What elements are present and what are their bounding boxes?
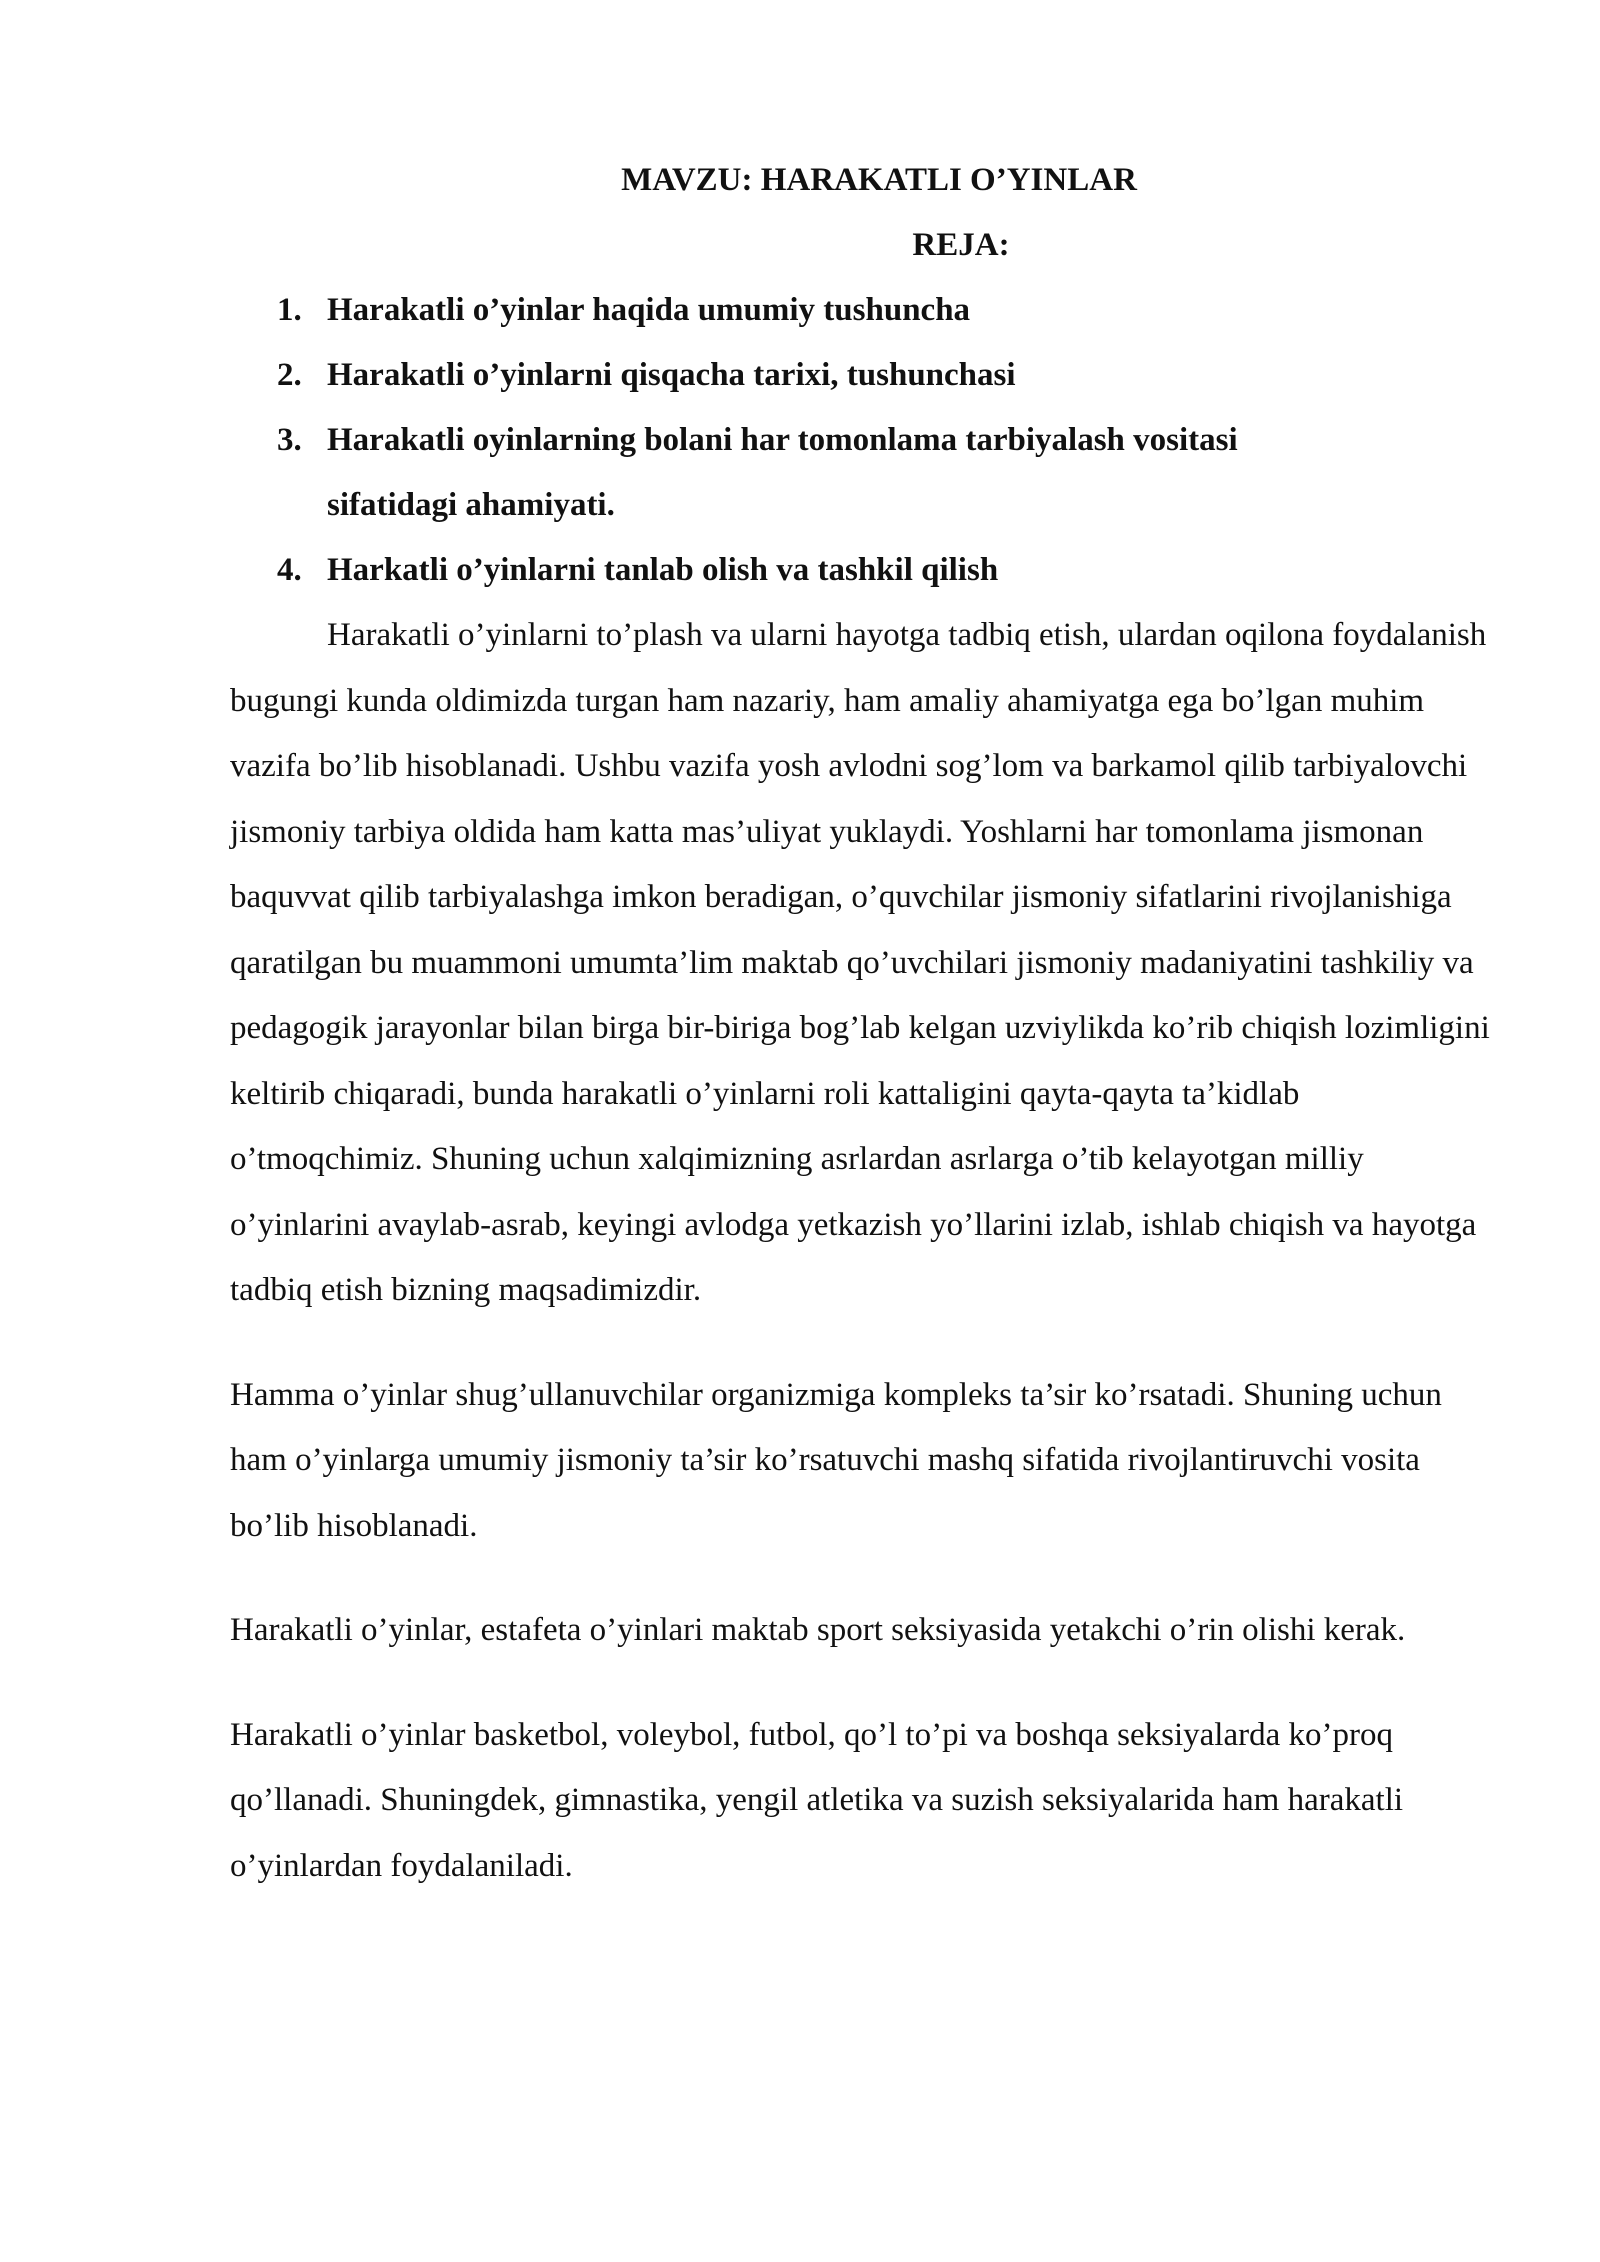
document-title: MAVZU: HARAKATLI O’YINLAR — [621, 162, 1137, 198]
plan-item-number: 1. — [277, 292, 302, 328]
plan-item-number: 3. — [277, 422, 302, 458]
plan-item-number: 4. — [277, 552, 302, 588]
plan-item — [230, 408, 1492, 538]
body-paragraph: Harakatli o’yinlarni to’plash va ularni hayotga tadbiq etish, ulardan oqilona foydalanish bugungi kunda oldimizda turgan ham nazariy, ham amaliy ahamiyatga ega bo’lgan muhim vazifa bo’lib hisoblanadi. Ushbu vazifa yosh avlodni sog’lom va barkamol qilib tarbiyalovchi jismoniy tarbiya oldida ham katta mas’uliyat yuklaydi. Yoshlarni har tomonlama jismonan baquvvat qilib tarbiyalashga imkon beradigan, o’quvchilar jismoniy sifatlarini rivojlanishiga qaratilgan bu muammoni umumta’lim maktab qo’uvchilari jismoniy madaniyatini tashkiliy va pedagogik jarayonlar bilan birga bir-biriga bog’lab kelgan uzviylikda ko’rib chiqish lozimligini keltirib chiqaradi, bunda harakatli o’yinlarni roli kattaligini qayta-qayta ta’kidlab o’tmoqchimiz. Shuning uchun xalqimizning asrlardan asrlarga o’tib kelayotgan milliy o’yinlarini avaylab-asrab, keyingi avlodga yetkazish yo’llarini izlab, ishlab chiqish va hayotga tadbiq etish bizning maqsadimizdir. — [230, 617, 1490, 1308]
plan-item-text: Harakatli o’yinlarni qisqacha tarixi, tushunchasi — [327, 357, 1016, 393]
plan-item — [230, 278, 1492, 343]
plan-item — [230, 343, 1492, 408]
plan-item-number: 2. — [277, 357, 302, 393]
plan-item — [230, 538, 1492, 603]
plan-item-text: Harkatli o’yinlarni tanlab olish va tashkil qilish — [327, 552, 999, 588]
plan-item-text: Harakatli oyinlarning bolani har tomonlama tarbiyalash vositasi sifatidagi ahamiyati. — [327, 422, 1238, 523]
body-paragraph: Harakatli o’yinlar, estafeta o’yinlari maktab sport seksiyasida yetakchi o’rin olishi kerak. — [230, 1612, 1406, 1648]
plan-item-text: Harakatli o’yinlar haqida umumiy tushuncha — [327, 292, 971, 328]
body-paragraph: Harakatli o’yinlar basketbol, voleybol, futbol, qo’l to’pi va boshqa seksiyalarda ko’proq qo’llanadi. Shuningdek, gimnastika, yengil atletika va suzish seksiyalarida ham harakatli o’yinlardan foydalaniladi. — [230, 1716, 1404, 1884]
document-body — [230, 148, 1492, 1899]
plan-list — [230, 278, 1492, 603]
body-paragraph: Hamma o’yinlar shug’ullanuvchilar organizmiga kompleks ta’sir ko’rsatadi. Shuning uchun ham o’yinlarga umumiy jismoniy ta’sir ko’rsatuvchi mashq sifatida rivojlantiruvchi vosita bo’lib hisoblanadi. — [230, 1376, 1442, 1544]
plan-heading: REJA: — [912, 227, 1010, 263]
